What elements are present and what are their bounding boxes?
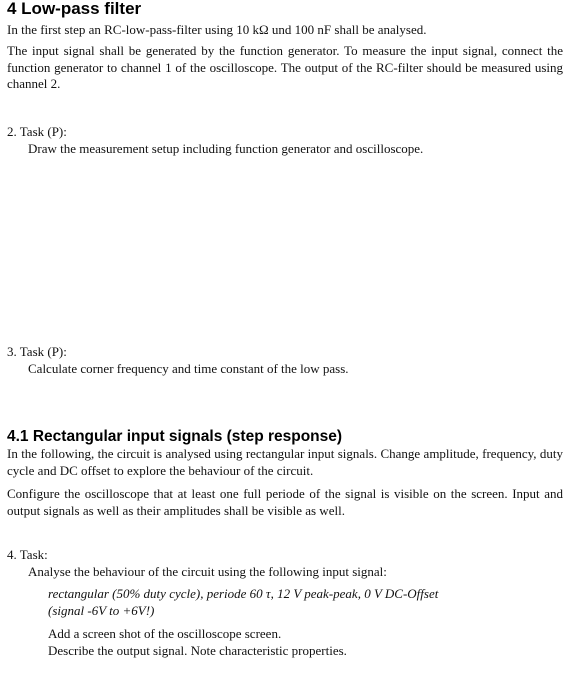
input-signal-spec xyxy=(48,585,563,619)
subsection-paragraph-1: In the following, the circuit is analysed using rectangular input signals. Change amplitude, frequency, duty cycle and DC offset to explore the behaviour of the circuit. xyxy=(7,446,563,478)
section-title: 4 Low-pass filter xyxy=(7,0,142,18)
signal-line-2: (signal -6V to +6V!) xyxy=(48,603,155,618)
section-setup-paragraph: The input signal shall be generated by the function generator. To measure the input signal, connect the function generator to channel 1 of the oscilloscope. The output of the RC-filter should be measured using channel 2. xyxy=(7,43,563,91)
task-4-instructions xyxy=(48,625,563,659)
task-2-text: Draw the measurement setup including function generator and oscilloscope. xyxy=(28,141,424,156)
instruction-describe: Describe the output signal. Note characteristic properties. xyxy=(48,643,347,658)
task-4-number: 4. Task: xyxy=(7,547,48,562)
subsection-title: 4.1 Rectangular input signals (step response) xyxy=(7,428,343,445)
task-3-number: 3. Task (P): xyxy=(7,344,67,359)
signal-line-1: rectangular (50% duty cycle), periode 60 τ, 12 V peak-peak, 0 V DC-Offset xyxy=(48,586,439,601)
section-intro: In the first step an RC-low-pass-filter using 10 kΩ und 100 nF shall be analysed. xyxy=(7,22,427,37)
task-3-text: Calculate corner frequency and time constant of the low pass. xyxy=(28,361,349,376)
instruction-screenshot: Add a screen shot of the oscilloscope screen. xyxy=(48,626,282,641)
task-4-text: Analyse the behaviour of the circuit using the following input signal: xyxy=(28,564,387,579)
subsection-paragraph-2: Configure the oscilloscope that at least one full periode of the signal is visible on the screen. Input and output signals as well as their amplitudes shall be visible as well. xyxy=(7,486,563,518)
task-2-number: 2. Task (P): xyxy=(7,124,67,139)
